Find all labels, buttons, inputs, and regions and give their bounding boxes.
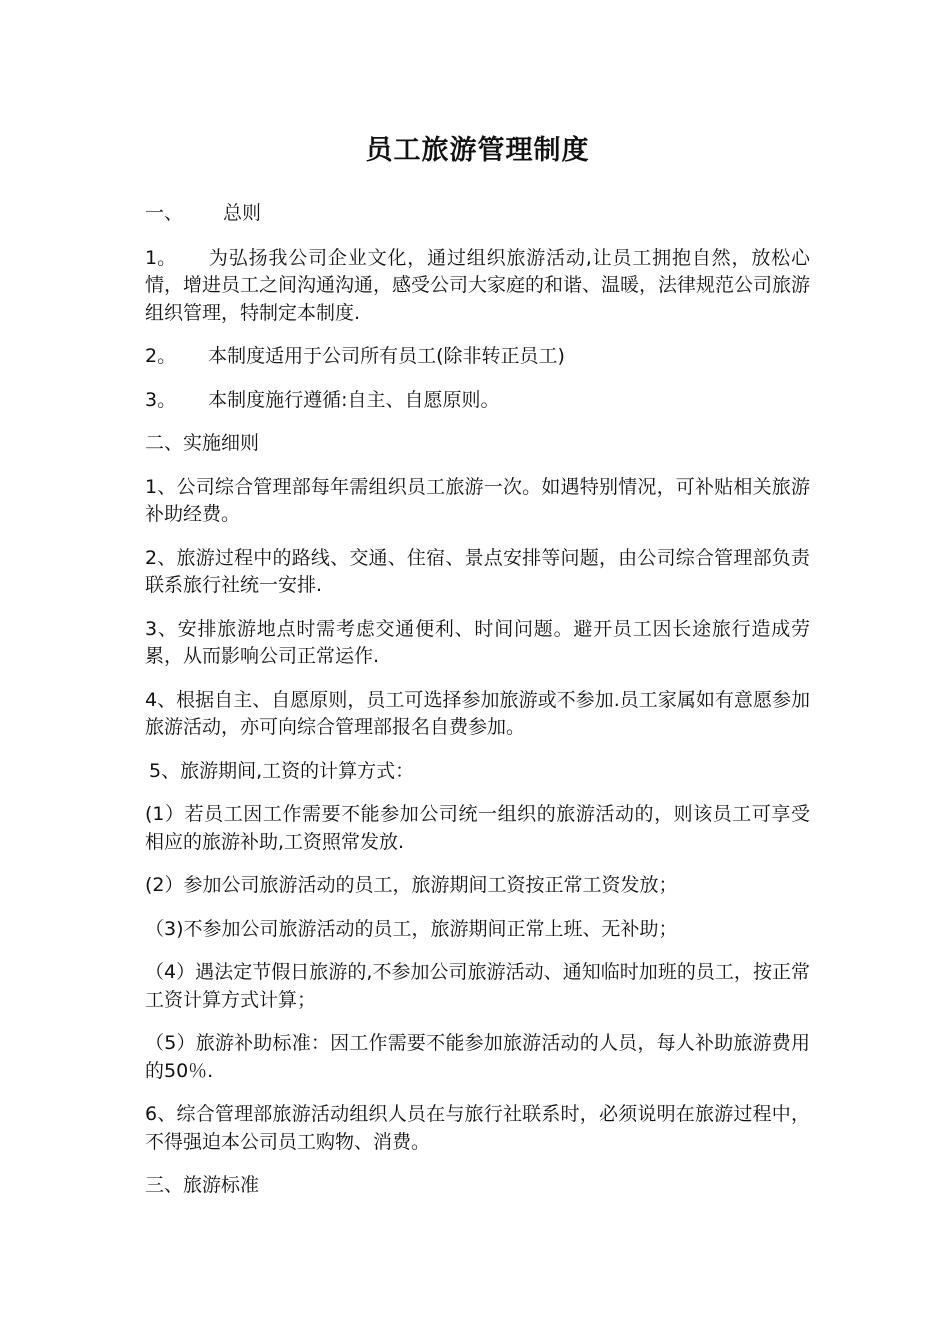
salary-rule-1: (1）若员工因工作需要不能参加公司统一组织的旅游活动的，则该员工可享受相应的旅游补助,工资照常发放. (145, 803, 810, 853)
implementation-item-2: 2、旅游过程中的路线、交通、住宿、景点安排等问题，由公司综合管理部负责联系旅行社统一安排. (145, 546, 810, 596)
implementation-item-4: 4、根据自主、自愿原则，员工可选择参加旅游或不参加.员工家属如有意愿参加旅游活动，亦可向综合管理部报名自费参加。 (145, 688, 810, 738)
section-number: 一、 (145, 202, 184, 224)
item-text: 为弘扬我公司企业文化，通过组织旅游活动,让员工拥抱自然，放松心情，增进员工之间沟通沟通，感受公司大家庭的和谐、温暖，法律规范公司旅游组织管理，特制定本制度. (145, 246, 811, 324)
salary-rule-5: （5）旅游补助标准：因工作需要不能参加旅游活动的人员，每人补助旅游费用的50％. (145, 1032, 810, 1082)
general-item-1 (145, 245, 810, 328)
item-number: 3。 (145, 388, 177, 411)
implementation-item-1: 1、公司综合管理部每年需组织员工旅游一次。如遇特别情况，可补贴相关旅游补助经费。 (145, 475, 810, 525)
document-title: 员工旅游管理制度 (365, 135, 590, 166)
section-heading-standards: 三、旅游标准 (145, 1174, 260, 1196)
section-title: 总则 (223, 202, 262, 224)
section-heading-general (145, 200, 810, 228)
salary-rule-2: (2）参加公司旅游活动的员工，旅游期间工资按正常工资发放； (145, 874, 678, 896)
implementation-item-6: 6、综合管理部旅游活动组织人员在与旅行社联系时，必须说明在旅游过程中，不得强迫本公司员工购物、消费。 (145, 1103, 810, 1153)
salary-rule-3: （3)不参加公司旅游活动的员工，旅游期间正常上班、无补助； (145, 917, 678, 940)
general-item-2 (145, 343, 810, 371)
salary-rule-4: （4）遇法定节假日旅游的,不参加公司旅游活动、通知临时加班的员工，按正常工资计算方式计算； (145, 961, 810, 1011)
item-text: 本制度施行遵循:自主、自愿原则。 (208, 388, 500, 411)
implementation-item-3: 3、安排旅游地点时需考虑交通便利、时间问题。避开员工因长途旅行造成劳累，从而影响公司正常运作. (145, 617, 810, 667)
item-number: 1。 (145, 246, 177, 269)
general-item-3 (145, 387, 810, 415)
document-body (145, 128, 810, 1216)
section-heading-implementation: 二、实施细则 (145, 432, 260, 454)
item-text: 本制度适用于公司所有员工(除非转正员工) (208, 345, 565, 367)
implementation-item-5: 5、旅游期间,工资的计算方式： (149, 759, 415, 782)
item-number: 2。 (145, 345, 177, 367)
